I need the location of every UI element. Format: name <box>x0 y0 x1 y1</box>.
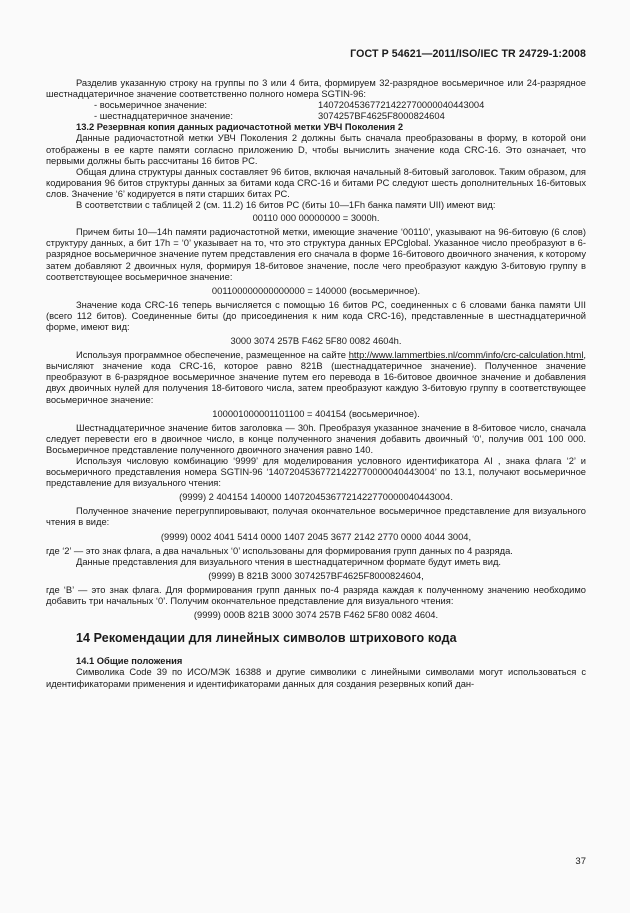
hex-label: - шестнадцатеричное значение: <box>94 111 233 122</box>
formula: 100001000001101100 = 404154 (восьмеричное). <box>212 408 420 419</box>
formula: (9999) B 821B 3000 3074257BF4625F8000824604, <box>208 570 424 581</box>
formula: 001100000000000000 = 140000 (восьмеричное). <box>211 285 421 296</box>
hex-value: 3074257BF4625F8000824604 <box>318 111 445 122</box>
section-heading-14: 14 Рекомендации для линейных символов штрихового кода <box>76 631 457 646</box>
section-heading-13-2: 13.2 Резервная копия данных радиочастотной метки УВЧ Поколения 2 <box>76 122 404 133</box>
formula: (9999) 0002 4041 5414 0000 1407 2045 3677 2142 2770 0000 4044 3004, <box>160 531 472 542</box>
paragraph: Значение кода CRC-16 теперь вычисляется с помощью 16 битов PC, соединенных с 6 словами банка памяти UII (всего 112 битов). Соединенные биты (до присоединения к ним кода CRC-16), представленные в шестнадцатеричной форме, имеют вид: <box>46 299 586 332</box>
paragraph: Используя числовую комбинацию ‘9999’ для моделирования условного идентификатора AI , знака флага ‘2’ и восьмеричного представления номера SGTIN-96 ‘14072045367721422770000040443004’ по 13.1, получают восьмеричное представление для визуального чтения: <box>46 456 586 489</box>
text: , вычисляют значение кода CRC-16, которое равно 821B (шестнадцатеричное значение). Полученное значение преобразуют в 6-разрядное восьмеричное значение путем его перевода в 16-битовое двоичное значение и добавления двух двоичных нулей для получения 18-битового числа, затем преобразуют каждую 3-битовую группу в соответствующее восьмеричное значение: <box>46 350 586 405</box>
paragraph: Причем биты 10—14h памяти радиочастотной метки, имеющие значение ‘00110’, указывают на 96-битовую (6 слов) структуру данных, а бит 17h = ‘0’ указывает на то, что это структура данных EPCglobal. Указанное число преобразуют в 6-разрядное восьмеричное значение путем представления его сначала в форме 16-битового двоичного значения, к которому затем добавляют 2 двоичных нуля, формируя 18-битовое значение, после чего преобразуют каждую 3-битовую группу в соответствующее восьмеричное значение: <box>46 227 586 282</box>
formula: 3000 3074 257B F462 5F80 0082 4604h. <box>230 336 402 347</box>
paragraph: Данные представления для визуального чтения в шестнадцатеричном формате будут иметь вид. <box>76 556 502 567</box>
paragraph: где ‘2’ — это знак флага, а два начальных ‘0’ использованы для формирования групп данных по 4 разряда. <box>46 545 513 556</box>
octal-row <box>46 100 586 111</box>
page-body <box>46 78 586 690</box>
section-heading-14-1: 14.1 Общие положения <box>76 656 183 667</box>
formula: (9999) 000B 821B 3000 3074 257B F462 5F80 0082 4604. <box>193 610 439 621</box>
formula: 00110 000 00000000 = 3000h. <box>252 213 380 224</box>
paragraph: Данные радиочастотной метки УВЧ Поколения 2 должны быть сначала преобразованы в форму, в которой они отображены в ее карте памяти согласно приложению D, чтобы вычислить значение кода CRC-16. Это означает, что первыми должны быть рассчитаны 16 битов PC. <box>46 133 586 166</box>
paragraph: Разделив указанную строку на группы по 3 или 4 бита, формируем 32-разрядное восьмеричное или 24-разрядное шестнадцатеричное значение соответственно полного номера SGTIN-96: <box>46 78 586 100</box>
standard-header: ГОСТ Р 54621—2011/ISO/IEC TR 24729-1:2008 <box>350 48 586 60</box>
paragraph: Шестнадцатеричное значение битов заголовка — 30h. Преобразуя указанное значение в 8-битовое число, сначала следует перевести его в двоичное число, в конце полученного значения добавить двоичный ‘0’, получив 001 100 000. Восьмеричное представление полученного двоичного значения равно 140. <box>46 422 586 455</box>
paragraph <box>46 350 586 405</box>
paragraph: Полученное значение перегруппировывают, получая окончательное восьмеричное представление для визуального чтения в виде: <box>46 506 586 528</box>
formula: (9999) 2 404154 140000 14072045367721422770000040443004. <box>179 492 453 503</box>
paragraph: Символика Code 39 по ИСО/МЭК 16388 и другие символики с линейными символами могут использоваться с идентификаторами применения и идентификаторами данных для создания резервных копий дан- <box>46 667 586 689</box>
paragraph: где ‘B’ — это знак флага. Для формирования групп данных по-4 разряда каждая к полученному значению необходимо добавить три начальных ‘0’. Получим окончательное представление для визуального чтения: <box>46 584 586 607</box>
paragraph: Общая длина структуры данных составляет 96 битов, включая начальный 8-битовый заголовок. Таким образом, для кодирования 96 битов структуры данных за битами кода CRC-16 и битами PC следуют шесть дополнительных 16-битовых слов. Значение ‘6’ кодируется в пяти старших битах PC. <box>46 166 586 199</box>
octal-label: - восьмеричное значение: <box>94 100 208 111</box>
page-number: 37 <box>575 856 586 867</box>
octal-value: 14072045367721422770000040443004 <box>318 100 485 111</box>
paragraph: В соответствии с таблицей 2 (см. 11.2) 16 битов PC (биты 10—1Fh банка памяти UII) имеют вид: <box>76 200 496 211</box>
hex-row <box>46 111 586 122</box>
text: Используя программное обеспечение, размещенное на сайте <box>76 350 349 361</box>
crc-calculator-link[interactable]: http://www.lammertbies.nl/comm/info/crc-calculation.html <box>348 350 584 361</box>
